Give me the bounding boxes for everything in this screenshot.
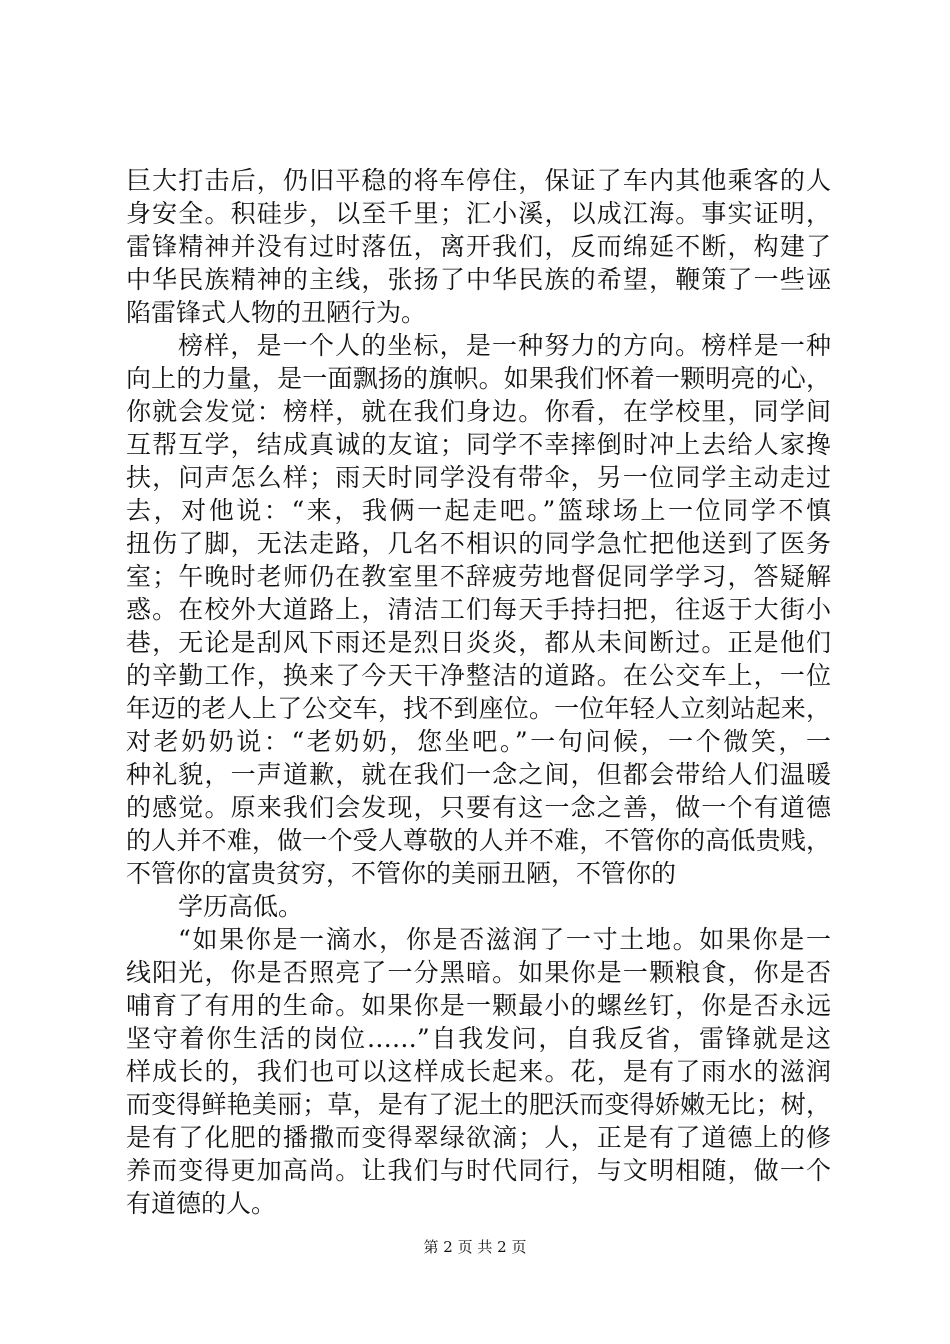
text-line: 你就会发觉：榜样，就在我们身边。你看，在学校里，同学间: [126, 397, 831, 426]
text-line: 的辛勤工作，换来了今天干净整洁的道路。在公交车上，一位: [126, 661, 831, 690]
text-line: 雷锋精神并没有过时落伍，离开我们，反而绵延不断，构建了: [126, 232, 831, 261]
text-line: 有道德的人。: [126, 1189, 277, 1218]
text-line: 的感觉。原来我们会发现，只要有这一念之善，做一个有道德: [126, 793, 831, 822]
paragraph-start-line: 榜样，是一个人的坐标，是一种努力的方向。榜样是一种: [178, 331, 831, 360]
paragraph-start-line: “如果你是一滴水，你是否滋润了一寸土地。如果你是一: [178, 925, 831, 954]
text-line: 种礼貌，一声道歉，就在我们一念之间，但都会带给人们温暖: [126, 760, 831, 789]
text-line: 线阳光，你是否照亮了一分黑暗。如果你是一颗粮食，你是否: [126, 958, 831, 987]
text-line: 中华民族精神的主线，张扬了中华民族的希望，鞭策了一些诬: [126, 265, 831, 294]
text-line: 是有了化肥的播撒而变得翠绿欲滴；人，正是有了道德上的修: [126, 1123, 831, 1152]
text-line: 扶，问声怎么样；雨天时同学没有带伞，另一位同学主动走过: [126, 463, 831, 492]
page-number-footer: 第 2 页 共 2 页: [423, 1238, 527, 1256]
text-line: 惑。在校外大道路上，清洁工们每天手持扫把，往返于大街小: [126, 595, 831, 624]
text-line: 年迈的老人上了公交车，找不到座位。一位年轻人立刻站起来，: [126, 694, 831, 723]
text-line: 互帮互学，结成真诚的友谊；同学不幸摔倒时冲上去给人家搀: [126, 430, 831, 459]
text-line: 向上的力量，是一面飘扬的旗帜。如果我们怀着一颗明亮的心，: [126, 364, 831, 393]
body-text: [126, 164, 831, 1220]
text-line: 坚守着你生活的岗位……”自我发问，自我反省，雷锋就是这: [126, 1024, 831, 1053]
paragraph-start-line: 学历高低。: [178, 892, 304, 921]
text-line: 去，对他说：“来，我俩一起走吧。”篮球场上一位同学不慎: [126, 496, 831, 525]
text-line: 的人并不难，做一个受人尊敬的人并不难，不管你的高低贵贱，: [126, 826, 831, 855]
text-line: 巨大打击后，仍旧平稳的将车停住，保证了车内其他乘客的人: [126, 166, 831, 195]
text-line: 养而变得更加高尚。让我们与时代同行，与文明相随，做一个: [126, 1156, 831, 1185]
text-line: 扭伤了脚，无法走路，几名不相识的同学急忙把他送到了医务: [126, 529, 831, 558]
text-line: 不管你的富贵贫穷，不管你的美丽丑陋，不管你的: [126, 859, 677, 888]
text-line: 身安全。积硅步，以至千里；汇小溪，以成江海。事实证明，: [126, 199, 831, 228]
text-line: 样成长的，我们也可以这样成长起来。花，是有了雨水的滋润: [126, 1057, 831, 1086]
text-line: 对老奶奶说：“老奶奶，您坐吧。”一句问候，一个微笑，一: [126, 727, 831, 756]
text-line: 陷雷锋式人物的丑陋行为。: [126, 298, 427, 327]
text-line: 哺育了有用的生命。如果你是一颗最小的螺丝钉，你是否永远: [126, 991, 831, 1020]
text-line: 室；午晚时老师仍在教室里不辞疲劳地督促同学学习，答疑解: [126, 562, 831, 591]
text-line: 巷，无论是刮风下雨还是烈日炎炎，都从未间断过。正是他们: [126, 628, 831, 657]
text-line: 而变得鲜艳美丽；草，是有了泥土的肥沃而变得娇嫩无比；树，: [126, 1090, 831, 1119]
